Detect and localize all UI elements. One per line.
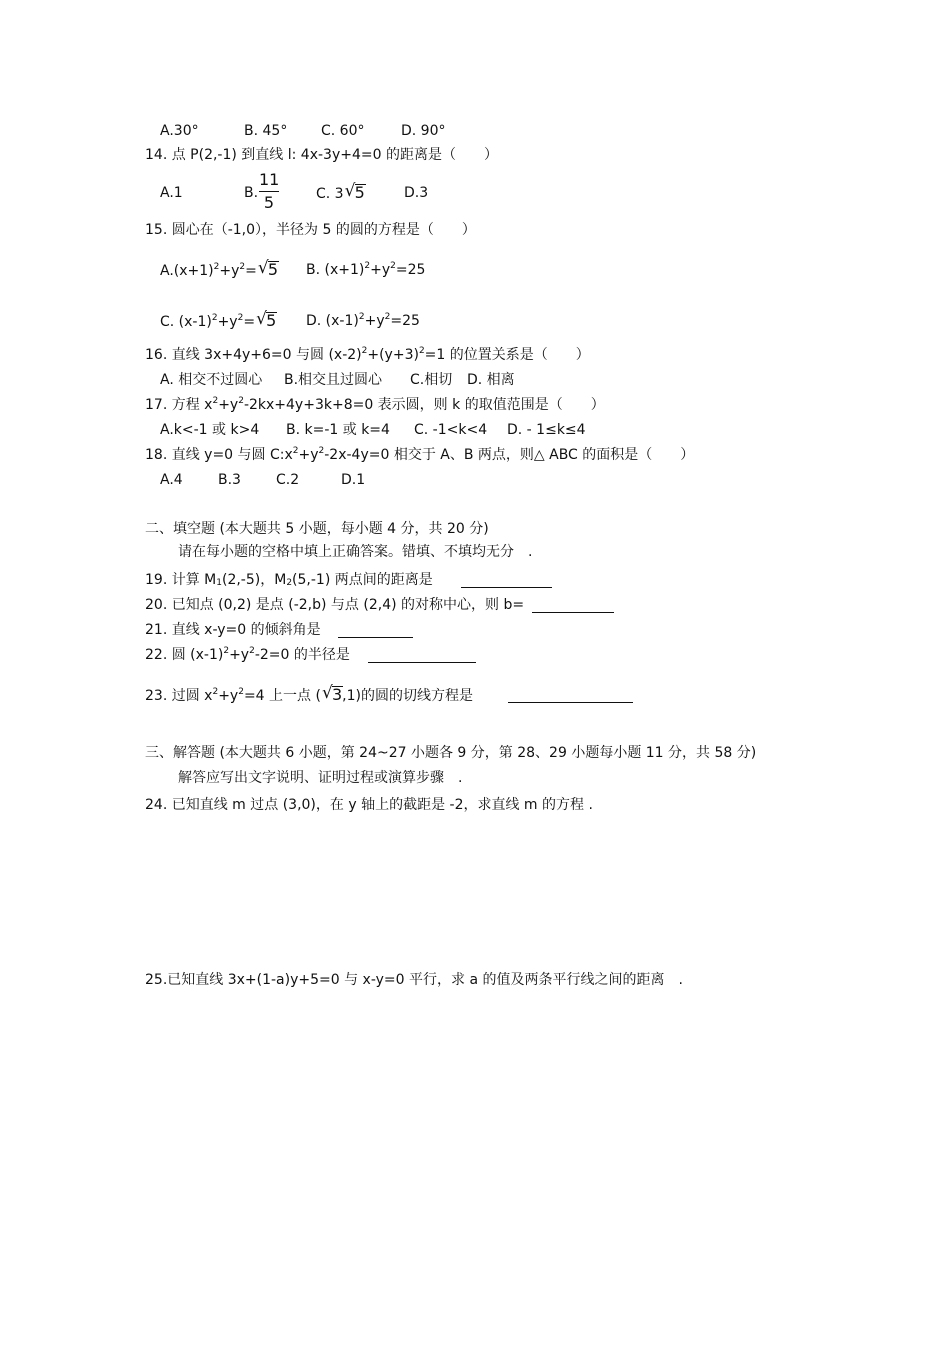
q23-text — [145, 686, 473, 705]
q15-d-part: =25 — [390, 313, 420, 329]
q15-a-part: = — [245, 263, 257, 279]
q17-part: +y — [218, 397, 239, 413]
q16-option-d: D. 相离 — [467, 372, 515, 388]
q17-option-d: D. - 1≤k≤4 — [507, 422, 586, 438]
q19-part: (2,-5)，M — [221, 572, 287, 588]
q21-answer-blank[interactable] — [338, 623, 413, 638]
q18-option-a: A.4 — [160, 472, 183, 488]
q15-a-part: +y — [219, 263, 240, 279]
section2-note: 请在每小题的空格中填上正确答案。错填、不填均无分 . — [178, 544, 533, 560]
q22-text — [145, 646, 350, 664]
q24-text: 24. 已知直线 m 过点 (3,0)，在 y 轴上的截距是 -2，求直线 m 的方程 . — [145, 797, 593, 813]
fraction-numerator: 11 — [259, 170, 280, 189]
q13-option-c: C. 60° — [321, 123, 365, 139]
q23-part: +y — [218, 688, 239, 704]
q18-option-c: C.2 — [276, 472, 300, 488]
q18-part: 18. 直线 y=0 与圆 C:x — [145, 447, 293, 463]
q20-text: 20. 已知点 (0,2) 是点 (-2,b) 与点 (2,4) 的对称中心，则 b= — [145, 597, 525, 613]
q16-option-c: C.相切 — [410, 372, 453, 388]
exponent: 2 — [237, 313, 244, 323]
section3-title: 三、解答题 (本大题共 6 小题，第 24~27 小题各 9 分，第 28、29 小题每小题 11 分，共 58 分) — [145, 745, 757, 761]
fraction-bar — [259, 191, 279, 192]
q15-d-part: +y — [364, 313, 385, 329]
q14-option-a: A.1 — [160, 185, 183, 201]
q17-part: 17. 方程 x — [145, 397, 213, 413]
sqrt-symbol: √ 5 — [257, 312, 276, 330]
q18-option-d: D.1 — [341, 472, 366, 488]
q15-option-d — [306, 312, 420, 330]
exponent: 2 — [390, 261, 396, 271]
q19-part: (5,-1) 两点间的距离是 — [292, 572, 433, 588]
q15-option-c — [160, 312, 276, 331]
q16-option-a: A. 相交不过圆心 — [160, 372, 263, 388]
exponent: 2 — [249, 646, 255, 656]
exponent: 2 — [223, 646, 230, 656]
q23-answer-blank[interactable] — [508, 688, 633, 703]
q13-option-d: D. 90° — [401, 123, 446, 139]
exponent: 2 — [292, 446, 299, 456]
exponent: 2 — [318, 446, 325, 456]
subscript: 1 — [216, 578, 222, 588]
exponent: 2 — [418, 346, 425, 356]
q15-a-part: A.(x+1) — [160, 263, 214, 279]
q25-text: 25.已知直线 3x+(1-a)y+5=0 与 x-y=0 平行，求 a 的值及两条平行线之间的距离 . — [145, 972, 683, 988]
q22-part: 22. 圆 (x-1) — [145, 647, 224, 663]
sqrt-symbol: √ 5 — [346, 184, 365, 202]
q14-option-b-fraction — [259, 170, 279, 213]
exponent: 2 — [212, 687, 219, 697]
q16-part: +(y+3) — [367, 347, 419, 363]
sqrt-symbol: √ 5 — [259, 261, 278, 279]
q15-c-part: +y — [217, 314, 238, 330]
q17-option-c: C. -1<k<4 — [414, 422, 488, 438]
q22-part: -2=0 的半径是 — [254, 647, 350, 663]
exponent: 2 — [213, 262, 220, 272]
q18-stem — [145, 446, 694, 464]
exponent: 2 — [238, 396, 244, 406]
exponent: 2 — [211, 313, 218, 323]
q23-part: ,1)的圆的切线方程是 — [342, 688, 473, 704]
q15-d-part: D. (x-1) — [306, 313, 359, 329]
q19-part: 19. 计算 M — [145, 572, 217, 588]
q22-answer-blank[interactable] — [368, 648, 476, 663]
q20-answer-blank[interactable] — [532, 598, 614, 613]
q17-stem — [145, 396, 605, 414]
q16-stem — [145, 346, 590, 364]
exponent: 2 — [358, 312, 365, 322]
q17-part: -2kx+4y+3k+8=0 表示圆，则 k 的取值范围是（ ） — [243, 397, 605, 413]
q14-option-d: D.3 — [404, 185, 429, 201]
q17-option-b: B. k=-1 或 k=4 — [286, 422, 390, 438]
q14-stem: 14. 点 P(2,-1) 到直线 l: 4x-3y+4=0 的距离是（ ） — [145, 147, 498, 163]
q23-part: 23. 过圆 x — [145, 688, 213, 704]
q18-option-b: B.3 — [218, 472, 241, 488]
q16-option-b: B.相交且过圆心 — [284, 372, 383, 388]
exponent: 2 — [364, 261, 371, 271]
q23-part: =4 上一点 ( — [243, 688, 321, 704]
q18-part: -2x-4y=0 相交于 A、B 两点，则△ ABC 的面积是（ ） — [324, 447, 695, 463]
q16-part: 16. 直线 3x+4y+6=0 与圆 (x-2) — [145, 347, 362, 363]
fraction-denominator: 5 — [263, 193, 275, 212]
q14-option-b-label: B. — [244, 185, 259, 201]
q13-option-b: B. 45° — [244, 123, 288, 139]
exponent: 2 — [238, 687, 244, 697]
q15-stem: 15. 圆心在（-1,0），半径为 5 的圆的方程是（ ） — [145, 222, 476, 238]
sqrt-symbol: √ 3 — [323, 686, 342, 704]
q15-option-b — [306, 261, 425, 279]
q13-option-a: A.30° — [160, 123, 199, 139]
section3-note: 解答应写出文字说明、证明过程或演算步骤 . — [178, 770, 463, 786]
subscript: 2 — [286, 578, 293, 588]
section2-title: 二、填空题 (本大题共 5 小题，每小题 4 分，共 20 分) — [145, 521, 489, 537]
exponent: 2 — [239, 262, 246, 272]
q15-c-part: C. (x-1) — [160, 314, 212, 330]
q17-option-a: A.k<-1 或 k>4 — [160, 422, 260, 438]
q22-part: +y — [229, 647, 250, 663]
q14-option-c — [316, 184, 365, 203]
q15-b-part: =25 — [395, 262, 426, 278]
q19-text — [145, 571, 433, 589]
q14-option-c-coef: C. 3 — [316, 186, 344, 202]
q15-b-part: B. (x+1) — [306, 262, 365, 278]
q15-c-part: = — [243, 314, 256, 330]
exponent: 2 — [212, 396, 219, 406]
exponent: 2 — [361, 346, 368, 356]
q19-answer-blank[interactable] — [461, 573, 552, 588]
q16-part: =1 的位置关系是（ ） — [424, 347, 590, 363]
q21-text: 21. 直线 x-y=0 的倾斜角是 — [145, 622, 321, 638]
exponent: 2 — [384, 312, 391, 322]
q15-b-part: +y — [370, 262, 391, 278]
q18-part: +y — [298, 447, 319, 463]
q15-option-a — [160, 261, 278, 280]
